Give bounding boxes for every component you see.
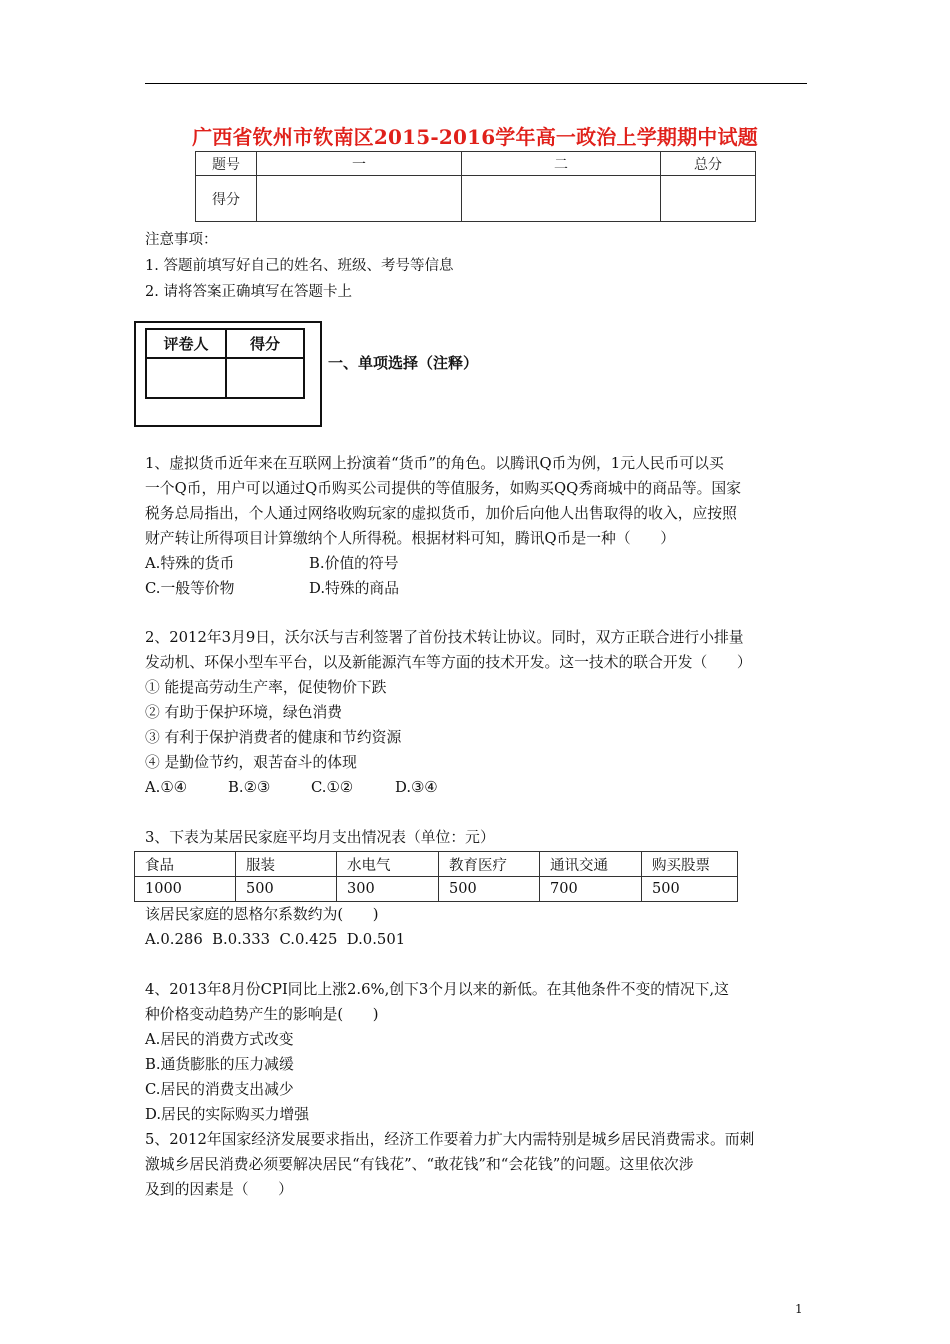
question-4 [145,977,807,1127]
option: A.居民的消费方式改变 [145,1031,294,1048]
score-header-cell: 题号 [196,152,257,176]
score-row-label: 得分 [196,176,257,222]
spending-header-cell: 购买股票 [642,852,738,877]
score-table [195,151,756,222]
notes-heading: 注意事项： [145,232,218,248]
statement-item: ④ 是勤俭节约，艰苦奋斗的体现 [145,754,357,771]
question-text: 激城乡居民消费必须要解决居民“有钱花”、“敢花钱”和“会花钱”的问题。这里依次涉 [145,1156,694,1173]
question-2 [145,625,807,800]
notes-item: 2. 请将答案正确填写在答题卡上 [145,284,352,300]
option: B.价值的符号 [309,555,399,572]
spending-value-cell: 1000 [135,877,236,902]
page-number: 1 [795,1302,803,1316]
grader-table [145,328,305,399]
question-text: 发动机、环保小型车平台，以及新能源汽车等方面的技术开发。这一技术的联合开发（ ） [145,654,752,671]
grader-cell [146,358,226,398]
statement-item: ③ 有利于保护消费者的健康和节约资源 [145,729,402,746]
spending-value-cell: 500 [439,877,540,902]
question-3-stem [145,825,807,850]
statement-item: ① 能提高劳动生产率，促使物价下跌 [145,679,387,696]
question-text: 1、虚拟货币近年来在互联网上扮演着“货币”的角色。以腾讯Q币为例，1元人民币可以买 [145,455,724,472]
spending-header-cell: 教育医疗 [439,852,540,877]
score-cell [661,176,756,222]
notes [145,227,453,305]
option: C.一般等价物 [145,580,235,597]
question-text: 3、下表为某居民家庭平均月支出情况表（单位：元） [145,829,495,846]
option-row [145,576,807,601]
spending-value-cell: 700 [540,877,642,902]
score-header-cell: 一 [257,152,462,176]
question-text: 一个Q币，用户可以通过Q币购买公司提供的等值服务，如购买QQ秀商城中的商品等。国家 [145,480,742,497]
question-text: 该居民家庭的恩格尔系数约为( ) [145,906,379,923]
spending-value-cell: 500 [236,877,337,902]
spending-header-cell: 水电气 [337,852,439,877]
question-1 [145,451,807,601]
statement-item: ② 有助于保护环境，绿色消费 [145,704,343,721]
question-text: 财产转让所得项目计算缴纳个人所得税。根据材料可知，腾讯Q币是一种（ ） [145,530,676,547]
option: B.②③ [228,779,271,796]
spending-header-cell: 食品 [135,852,236,877]
question-text: 5、2012年国家经济发展要求指出，经济工作要着力扩大内需特别是城乡居民消费需求。而刺 [145,1131,755,1148]
option: B.通货膨胀的压力减缓 [145,1056,294,1073]
spending-value-cell: 500 [642,877,738,902]
grader-cell [226,358,304,398]
question-3 [145,902,807,952]
spending-header-cell: 通讯交通 [540,852,642,877]
header-rule [145,83,807,84]
option: D.居民的实际购买力增强 [145,1106,310,1123]
option: D.特殊的商品 [309,580,400,597]
question-text: 及到的因素是（ ） [145,1181,293,1198]
score-header-cell: 二 [462,152,661,176]
option-row [145,551,807,576]
notes-item: 1. 答题前填写好自己的姓名、班级、考号等信息 [145,258,454,274]
option: C.居民的消费支出减少 [145,1081,294,1098]
question-text: 4、2013年8月份CPI同比上涨2.6%,创下3个月以来的新低。在其他条件不变的情况下,这 [145,981,729,998]
question-5 [145,1127,807,1202]
option: D.③④ [395,779,438,796]
question-text: 种价格变动趋势产生的影响是( ) [145,1006,379,1023]
exam-title: 广西省钦州市钦南区2015-2016学年高一政治上学期期中试题 [192,125,758,149]
question-text: 税务总局指出，个人通过网络收购玩家的虚拟货币，加价后向他人出售取得的收入，应按照 [145,505,737,522]
question-text: 2、2012年3月9日，沃尔沃与吉利签署了首份技术转让协议。同时，双方正联合进行小排量 [145,629,744,646]
score-cell [257,176,462,222]
section-heading: 一、单项选择（注释） [328,354,479,372]
option: A.特殊的货币 [145,555,235,572]
option-row: A.0.286 B.0.333 C.0.425 D.0.501 [145,931,406,948]
score-cell [462,176,661,222]
option: C.①② [311,779,354,796]
spending-value-cell: 300 [337,877,439,902]
option-row [145,775,807,800]
spending-header-cell: 服装 [236,852,337,877]
grader-label: 评卷人 [146,329,226,358]
option: A.①④ [145,779,187,796]
grader-score-label: 得分 [226,329,304,358]
score-header-cell: 总分 [661,152,756,176]
spending-table [134,851,738,902]
